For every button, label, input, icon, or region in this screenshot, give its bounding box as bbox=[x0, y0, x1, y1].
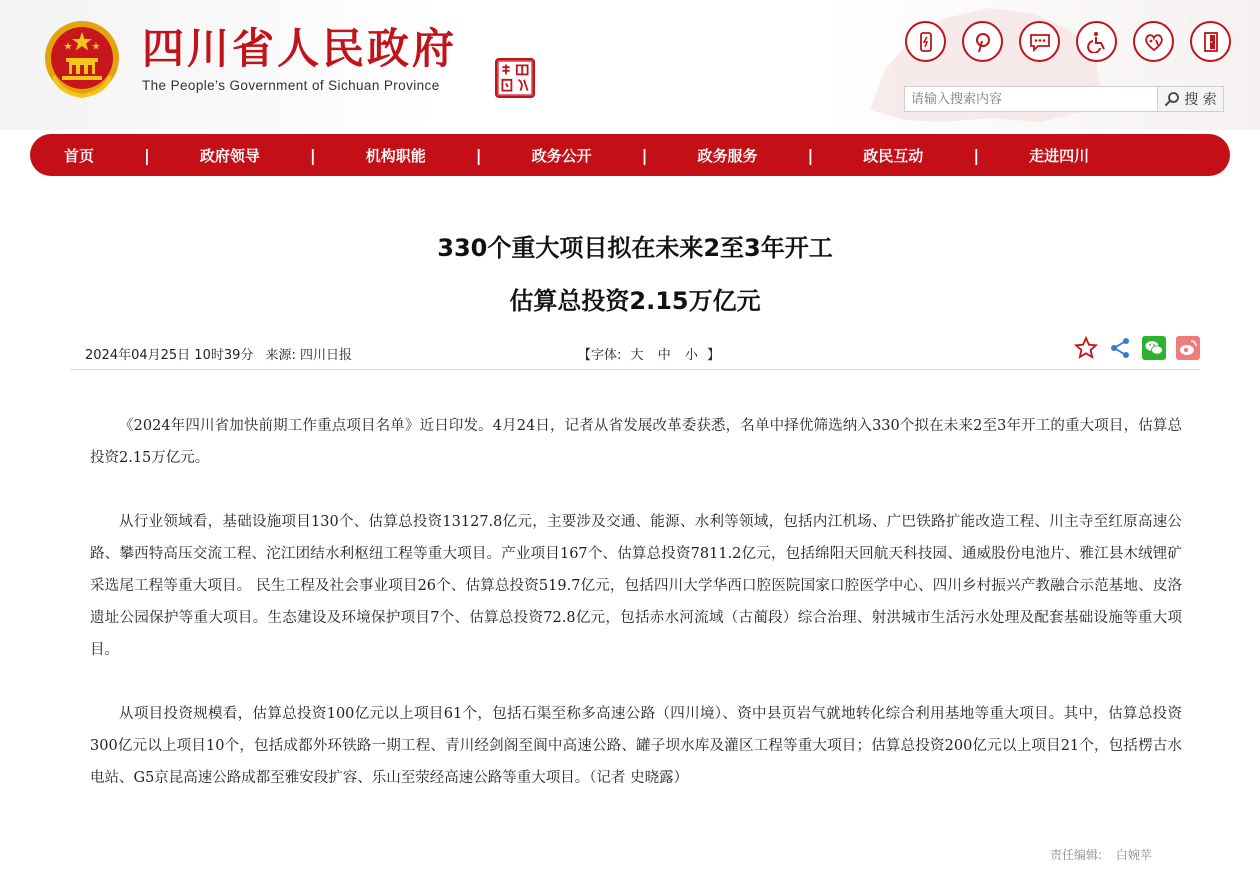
article-paragraph-3: 从项目投资规模看，估算总投资100亿元以上项目61个，包括石渠至称多高速公路（四川境）、资中县页岩气就地转化综合利用基地等重大项目。其中，估算总投资300亿元以上项目10个，包括成都外环铁路一期工程、青川经剑阁至阆中高速公路、罐子坝水库及灌区工程等重大项目；估算总投资200亿元以上项目21个，包括楞古水电站、G5京昆高速公路成都至雅安段扩容、乐山至荥经高速公路等重大项目。（记者 史晓露） bbox=[90, 706, 1182, 786]
nav-separator: | bbox=[641, 145, 648, 165]
editor-name: 白婉苹 bbox=[1115, 848, 1152, 862]
publish-date: 2024年04月25日 10时39分 bbox=[85, 348, 254, 363]
search-input[interactable] bbox=[905, 87, 1157, 111]
search-button[interactable] bbox=[1157, 87, 1223, 111]
nav-separator: | bbox=[144, 145, 150, 165]
article-title-line2: 估算总投资2.15万亿元 bbox=[509, 287, 761, 315]
elderly-care-icon[interactable] bbox=[1133, 21, 1174, 62]
font-size-medium[interactable]: 中 bbox=[657, 348, 671, 363]
nav-item-about-sichuan[interactable]: 走进四川 bbox=[1029, 146, 1090, 165]
tool-icons-bar bbox=[905, 21, 1231, 62]
weibo-icon[interactable] bbox=[1176, 336, 1200, 360]
nav-item-institutions[interactable]: 机构职能 bbox=[365, 146, 426, 165]
main-nav bbox=[30, 134, 1230, 176]
share-icon[interactable] bbox=[1108, 336, 1132, 360]
wechat-icon[interactable] bbox=[1142, 336, 1166, 360]
nav-separator: | bbox=[309, 145, 316, 165]
pinterest-icon[interactable] bbox=[962, 21, 1003, 62]
search-button-label: 搜 索 bbox=[1184, 92, 1217, 108]
article-source: 来源: 四川日报 bbox=[265, 348, 353, 363]
article-meta bbox=[85, 344, 360, 363]
font-size-control bbox=[578, 344, 720, 363]
seal-stamp-icon bbox=[495, 58, 535, 98]
article-content bbox=[90, 410, 1182, 794]
nav-item-interaction[interactable]: 政民互动 bbox=[863, 146, 924, 165]
responsible-editor bbox=[1050, 846, 1152, 863]
editor-label: 责任编辑: bbox=[1050, 848, 1103, 862]
article-meta-bar bbox=[70, 336, 1200, 370]
search-box bbox=[904, 86, 1224, 112]
national-emblem-icon bbox=[42, 16, 122, 100]
nav-item-home[interactable]: 首页 bbox=[64, 146, 95, 165]
font-size-label: 【字体: bbox=[578, 348, 622, 363]
message-icon[interactable] bbox=[1019, 21, 1060, 62]
nav-item-leaders[interactable]: 政府领导 bbox=[199, 146, 260, 165]
nav-item-services[interactable]: 政务服务 bbox=[697, 146, 758, 165]
article-title-line1: 330个重大项目拟在未来2至3年开工 bbox=[437, 234, 833, 262]
article-paragraph-1: 《2024年四川省加快前期工作重点项目名单》近日印发。4月24日，记者从省发展改革委获悉，名单中择优筛选纳入330个拟在未来2至3年开工的重大项目，估算总投资2.15万亿元。 bbox=[90, 418, 1182, 466]
site-header bbox=[0, 0, 1260, 130]
nav-separator: | bbox=[973, 145, 980, 165]
site-subtitle: The People’s Government of Sichuan Province bbox=[142, 78, 440, 93]
nav-item-open-government[interactable]: 政务公开 bbox=[531, 146, 592, 165]
exit-icon[interactable] bbox=[1190, 21, 1231, 62]
search-icon bbox=[1164, 91, 1180, 107]
nav-separator: | bbox=[475, 145, 482, 165]
site-title: 四川省人民政府 bbox=[142, 24, 458, 73]
share-icons bbox=[1074, 336, 1200, 360]
mobile-icon[interactable] bbox=[905, 21, 946, 62]
font-size-large[interactable]: 大 bbox=[630, 348, 644, 363]
article-paragraph-2: 从行业领域看，基础设施项目130个、估算总投资13127.8亿元，主要涉及交通、能源、水利等领域，包括内江机场、广巴铁路扩能改造工程、川主寺至红原高速公路、攀西特高压交流工程、沱江团结水利枢纽工程等重大项目。产业项目167个、估算总投资7811.2亿元，包括绵阳天回航天科技园、通威股份电池片、雅江县木绒锂矿采选尾工程等重大项目。 民生工程及社会事业项目26个、估算总投资519.7亿元，包括四川大学华西口腔医院国家口腔医学中心、四川乡村振兴产教融合示范基地、皮洛遗址公园保护等重大项目。生态建设及环境保护项目7个、估算总投资72.8亿元，包括赤水河流域（古蔺段）综合治理、射洪城市生活污水处理及配套基础设施等重大项目。 bbox=[90, 514, 1182, 658]
font-size-end: 】 bbox=[707, 348, 721, 363]
font-size-small[interactable]: 小 bbox=[684, 348, 698, 363]
favorite-star-icon[interactable] bbox=[1074, 336, 1098, 360]
nav-separator: | bbox=[807, 145, 814, 165]
accessibility-icon[interactable] bbox=[1076, 21, 1117, 62]
